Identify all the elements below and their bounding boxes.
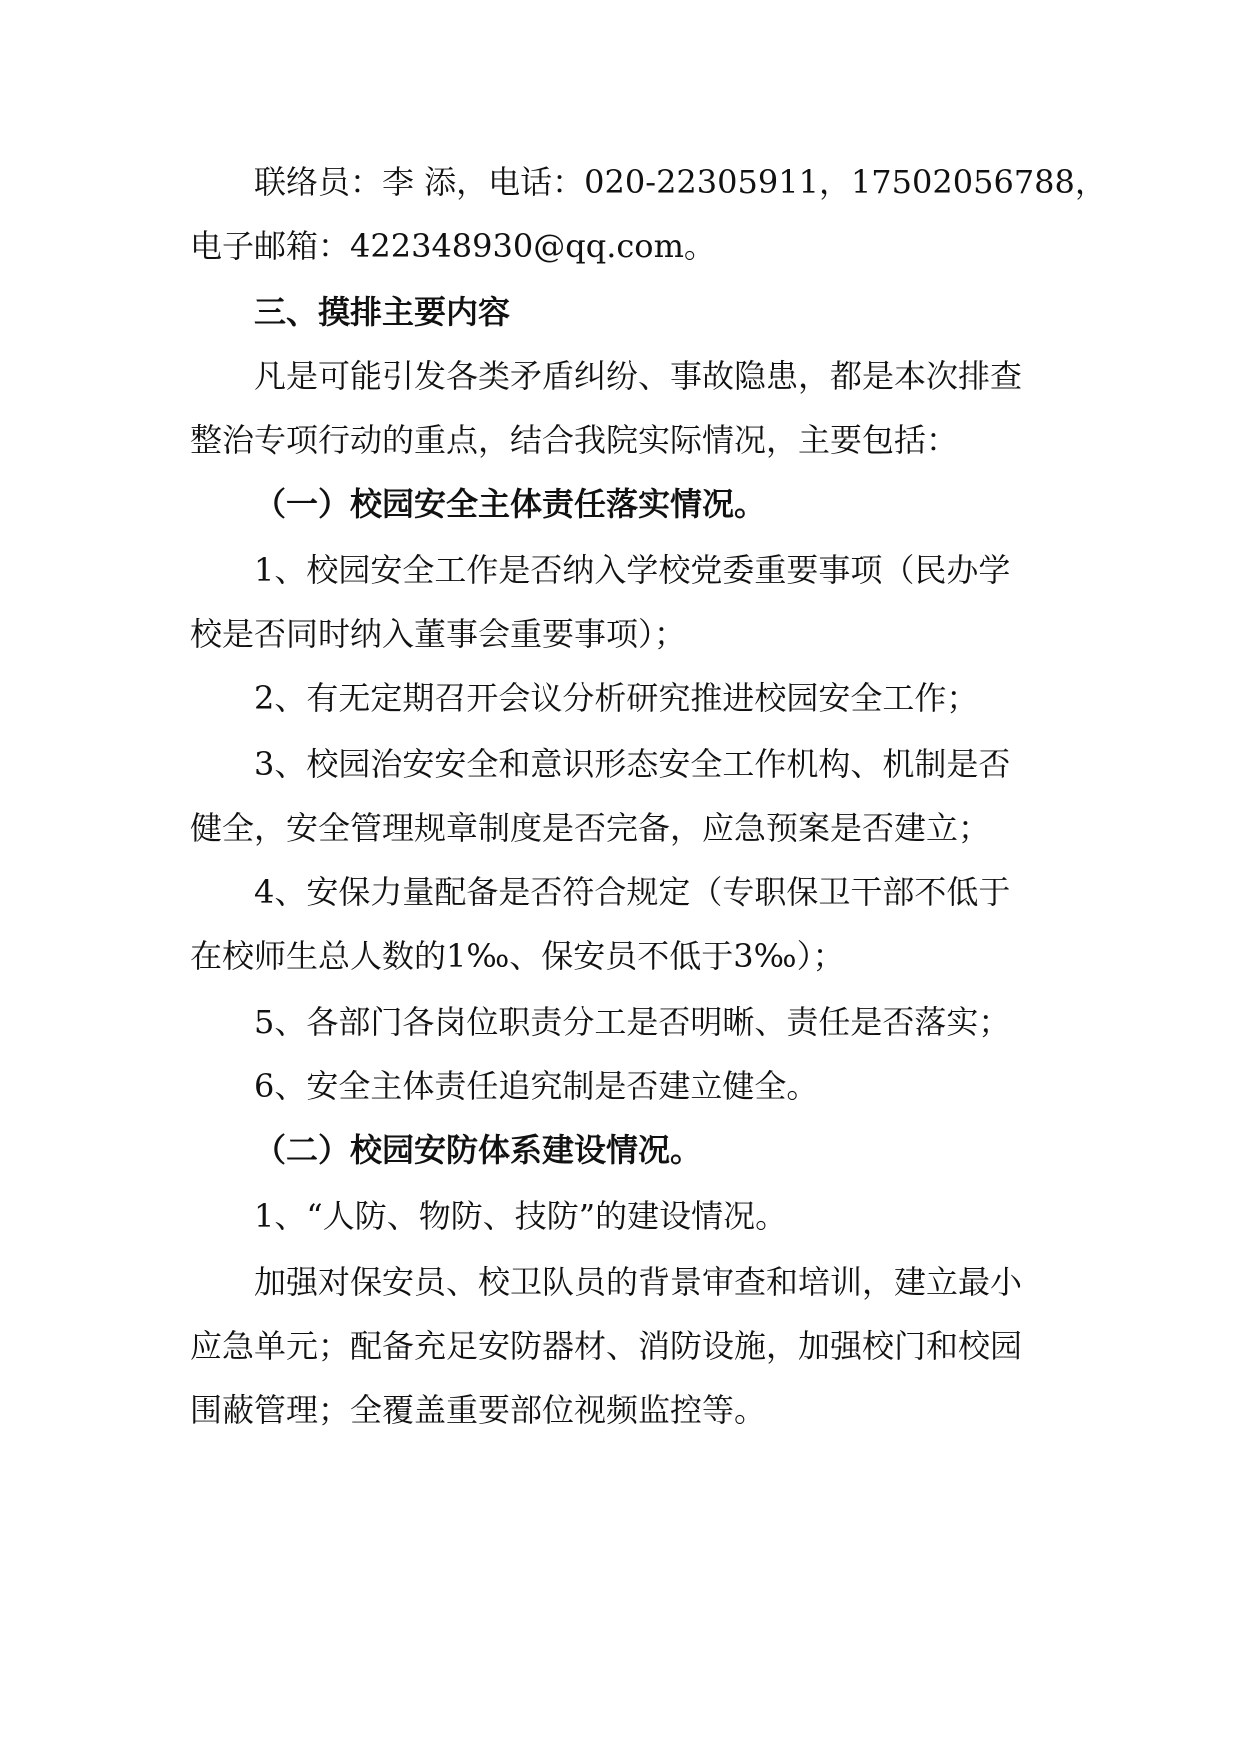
paragraph-line: 整治专项行动的重点，结合我院实际情况，主要包括： — [190, 421, 959, 459]
list-item-4-cont: 在校师生总人数的1‰、保安员不低于3‰）； — [190, 937, 845, 975]
list-item-3: 3、校园治安安全和意识形态安全工作机构、机制是否 — [254, 745, 1011, 783]
paragraph-line: 应急单元；配备充足安防器材、消防设施，加强校门和校园 — [190, 1327, 1023, 1365]
subsection-heading-2: （二）校园安防体系建设情况。 — [254, 1131, 703, 1169]
list-item-1: 1、校园安全工作是否纳入学校党委重要事项（民办学 — [254, 551, 1011, 589]
paragraph-line: 围蔽管理；全覆盖重要部位视频监控等。 — [190, 1391, 767, 1429]
subsection-heading-1: （一）校园安全主体责任落实情况。 — [254, 485, 767, 523]
section-heading-3: 三、摸排主要内容 — [254, 293, 511, 331]
paragraph-line: 加强对保安员、校卫队员的背景审查和培训，建立最小 — [254, 1263, 1023, 1301]
list-item-1b: 1、“人防、物防、技防”的建设情况。 — [254, 1197, 788, 1235]
list-item-2: 2、有无定期召开会议分析研究推进校园安全工作； — [254, 679, 979, 717]
list-item-5: 5、各部门各岗位职责分工是否明晰、责任是否落实； — [254, 1003, 1011, 1041]
list-item-3-cont: 健全，安全管理规章制度是否完备，应急预案是否建立； — [190, 809, 991, 847]
paragraph-line: 凡是可能引发各类矛盾纠纷、事故隐患，都是本次排查 — [254, 357, 1023, 395]
list-item-6: 6、安全主体责任追究制是否建立健全。 — [254, 1067, 819, 1105]
list-item-4: 4、安保力量配备是否符合规定（专职保卫干部不低于 — [254, 873, 1011, 911]
list-item-1-cont: 校是否同时纳入董事会重要事项）； — [190, 615, 687, 653]
email-line: 电子邮箱：422348930@qq.com。 — [190, 227, 716, 265]
contact-line: 联络员：李 添，电话：020-22305911，17502056788， — [254, 163, 1107, 201]
